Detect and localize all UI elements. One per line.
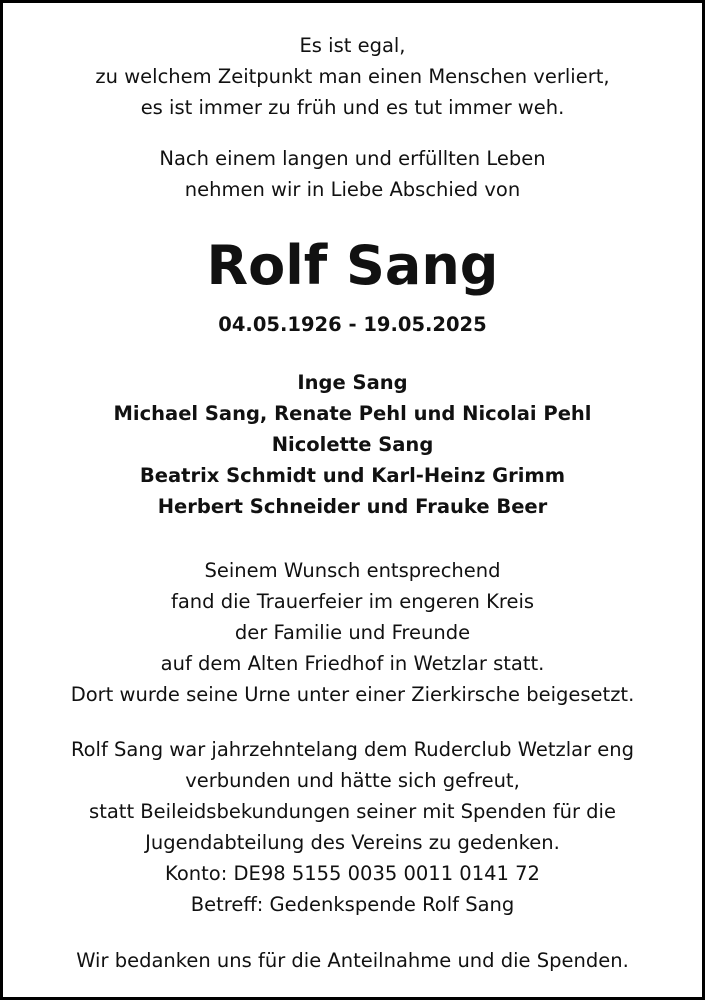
ceremony-paragraph xyxy=(3,555,702,710)
donation-line: Rolf Sang war jahrzehntelang dem Ruderclub Wetzlar eng xyxy=(70,738,635,761)
family-member: Beatrix Schmidt und Karl-Heinz Grimm xyxy=(139,464,566,487)
bank-account: Konto: DE98 5155 0035 0011 0141 72 xyxy=(165,862,540,885)
verse-line: es ist immer zu früh und es tut immer weh. xyxy=(140,96,565,119)
donation-paragraph xyxy=(3,734,702,920)
family-member: Michael Sang, Renate Pehl und Nicolai Pehl xyxy=(113,402,592,425)
family-list xyxy=(3,367,702,522)
deceased-name: Rolf Sang xyxy=(206,234,499,297)
farewell-line: nehmen wir in Liebe Abschied von xyxy=(184,178,521,201)
ceremony-line: auf dem Alten Friedhof in Wetzlar statt. xyxy=(160,652,545,675)
donation-line: statt Beileidsbekundungen seiner mit Spenden für die xyxy=(89,800,616,823)
thanks-text xyxy=(3,945,702,976)
farewell-line: Nach einem langen und erfüllten Leben xyxy=(159,147,546,170)
ceremony-line: fand die Trauerfeier im engeren Kreis xyxy=(170,590,535,613)
ceremony-line: Seinem Wunsch entsprechend xyxy=(204,559,501,582)
family-member: Inge Sang xyxy=(297,371,408,394)
intro-verse xyxy=(3,30,702,123)
donation-reference: Betreff: Gedenkspende Rolf Sang xyxy=(190,893,515,916)
life-dates: 04.05.1926 - 19.05.2025 xyxy=(218,313,487,336)
verse-line: Es ist egal, xyxy=(299,34,406,57)
donation-line: verbunden und hätte sich gefreut, xyxy=(185,769,520,792)
family-member: Herbert Schneider und Frauke Beer xyxy=(157,495,548,518)
verse-line: zu welchem Zeitpunkt man einen Menschen verliert, xyxy=(95,65,610,88)
thanks-line: Wir bedanken uns für die Anteilnahme und die Spenden. xyxy=(76,949,629,972)
family-member: Nicolette Sang xyxy=(271,433,434,456)
ceremony-line: der Familie und Freunde xyxy=(234,621,471,644)
donation-line: Jugendabteilung des Vereins zu gedenken. xyxy=(145,831,560,854)
farewell-text xyxy=(3,143,702,205)
ceremony-line: Dort wurde seine Urne unter einer Zierkirsche beigesetzt. xyxy=(70,683,635,706)
